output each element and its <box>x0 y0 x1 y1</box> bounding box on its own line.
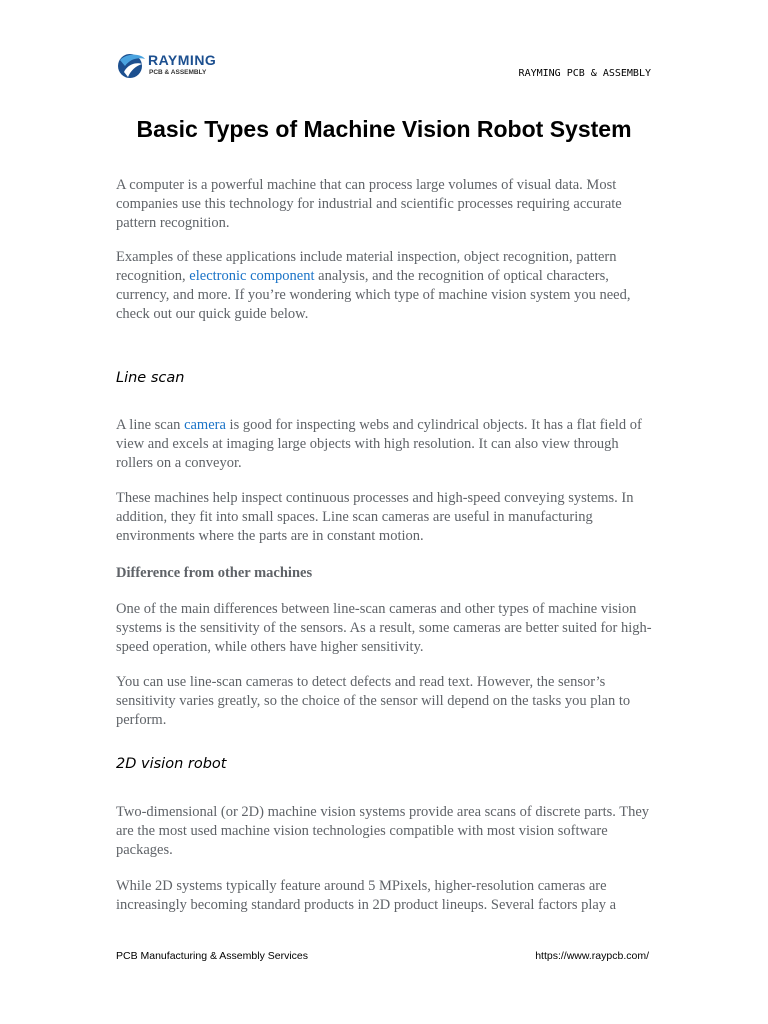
rayming-logo <box>116 50 226 82</box>
subheading-difference: Difference from other machines <box>116 565 313 581</box>
paragraph-text <box>116 248 656 324</box>
camera-link[interactable]: camera <box>184 417 226 433</box>
line-scan-paragraph-4 <box>116 673 656 730</box>
paragraph-text: One of the main differences between line-scan cameras and other types of machine vision systems is the sensitivity of the sensors. As a result, some cameras are better suited for high-speed operation, while others have higher sensitivity. <box>116 601 652 655</box>
electronic-component-link[interactable]: electronic component <box>189 268 315 284</box>
line-scan-paragraph-3 <box>116 600 656 657</box>
footer-left-text: PCB Manufacturing & Assembly Services <box>116 950 308 962</box>
heading-2d-vision-robot: 2D vision robot <box>116 756 227 772</box>
text-run: Examples of these applications include material inspection, object recognition, pattern recognition, <box>116 249 617 284</box>
rayming-logo-icon <box>116 50 146 80</box>
vision-2d-paragraph-1 <box>116 803 656 860</box>
text-run: analysis, and the recognition of optical characters, currency, and more. If you’re wondering which type of machine vision system you need, check out our quick guide below. <box>116 268 631 322</box>
intro-paragraph-1 <box>116 176 656 233</box>
paragraph-text <box>116 416 656 473</box>
vision-2d-paragraph-2 <box>116 877 656 915</box>
page-title: Basic Types of Machine Vision Robot System <box>136 116 632 142</box>
paragraph-text: A computer is a powerful machine that can process large volumes of visual data. Most companies use this technology for industrial and scientific processes requiring accurate pattern recognition. <box>116 177 622 231</box>
text-run: A line scan <box>116 417 185 433</box>
text-run: is good for inspecting webs and cylindrical objects. It has a flat field of view and excels at imaging large objects with high resolution. It can also view through rollers on a conveyor. <box>116 417 642 471</box>
running-header: RAYMING PCB & ASSEMBLY <box>518 68 651 79</box>
line-scan-paragraph-2 <box>116 489 656 546</box>
logo-subtitle: PCB & ASSEMBLY <box>149 69 207 76</box>
heading-line-scan: Line scan <box>116 370 185 386</box>
paragraph-text: You can use line-scan cameras to detect defects and read text. However, the sensor’s sensitivity varies greatly, so the choice of the sensor will depend on the tasks you plan to perform. <box>116 674 631 728</box>
intro-paragraph-2 <box>116 248 656 324</box>
paragraph-text: Two-dimensional (or 2D) machine vision systems provide area scans of discrete parts. They are the most used machine vision technologies compatible with most vision software packages. <box>116 804 650 858</box>
logo-name: RAYMING <box>148 52 217 68</box>
line-scan-paragraph-1 <box>116 416 656 473</box>
footer-url-link[interactable]: https://www.raypcb.com/ <box>535 950 649 962</box>
paragraph-text: These machines help inspect continuous processes and high-speed conveying systems. In addition, they fit into small spaces. Line scan cameras are useful in manufacturing environments where the parts are in constant motion. <box>116 490 634 544</box>
paragraph-text: While 2D systems typically feature around 5 MPixels, higher-resolution cameras are increasingly becoming standard products in 2D product lineups. Several factors play a <box>116 878 617 913</box>
